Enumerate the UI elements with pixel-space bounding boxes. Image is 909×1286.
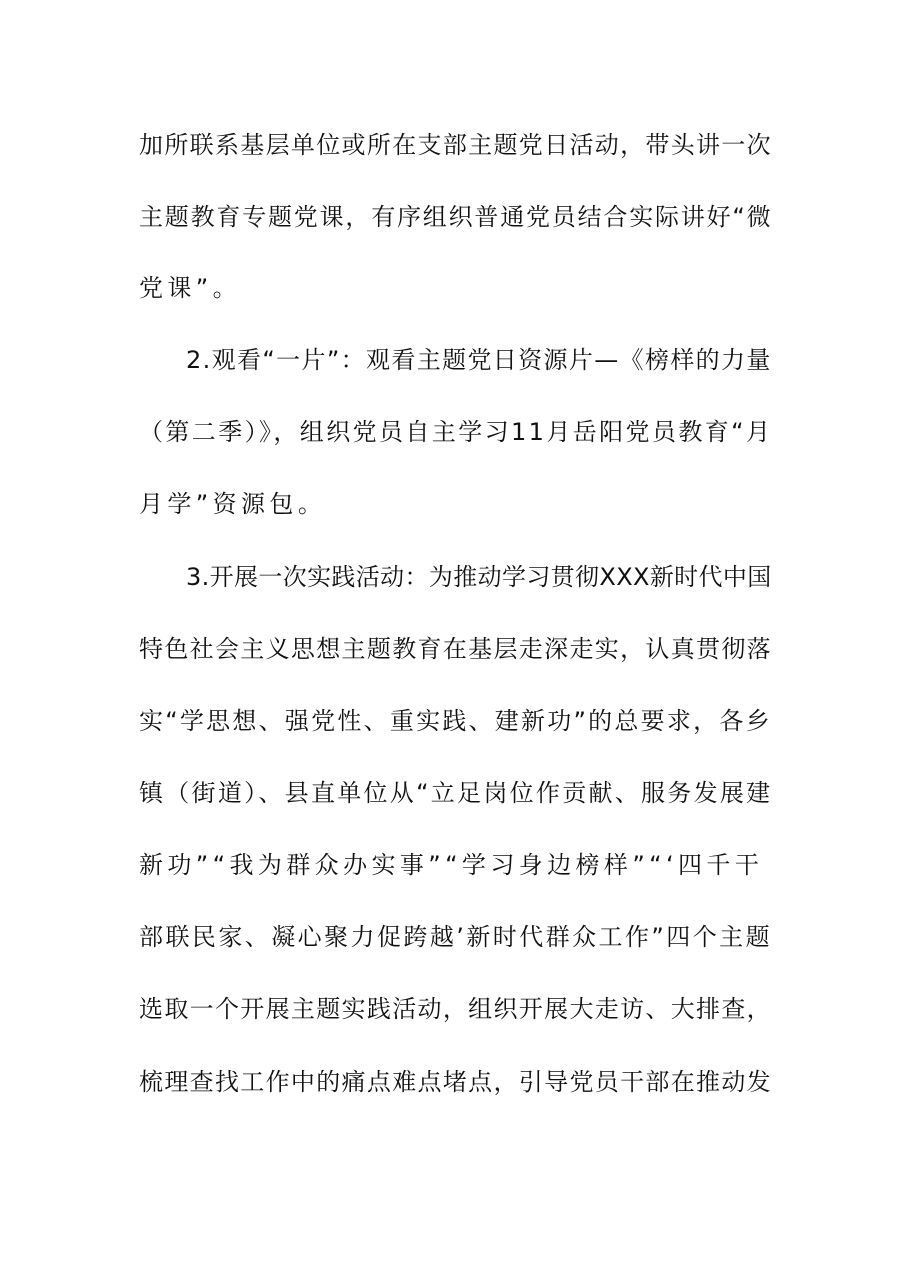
text-line-1: 加所联系基层单位或所在支部主题党日活动，带头讲一次	[139, 131, 772, 159]
text-line-4: 2.观看“一片”：观看主题党日资源片—《榜样的力量	[186, 346, 772, 374]
text-line-12: 部联民家、凝心聚力促跨越’新时代群众工作”四个主题	[139, 923, 773, 951]
text-line-5: （第二季）》，组织党员自主学习11月岳阳党员教育“月	[139, 418, 773, 446]
text-line-2: 主题教育专题党课，有序组织普通党员结合实际讲好“微	[139, 203, 773, 231]
text-line-10: 镇（街道）、县直单位从“立足岗位作贡献、服务发展建	[139, 779, 773, 807]
text-line-3: 党课”。	[139, 274, 242, 302]
text-line-14: 梳理查找工作中的痛点难点堵点，引导党员干部在推动发	[139, 1068, 772, 1096]
text-line-11: 新功”“我为群众办实事”“学习身边榜样”“‘四千干	[139, 851, 764, 879]
text-line-9: 实“学思想、强党性、重实践、建新功”的总要求，各乡	[139, 707, 772, 735]
text-line-8: 特色社会主义思想主题教育在基层走深走实，认真贯彻落	[139, 635, 772, 663]
text-line-6: 月学”资源包。	[139, 490, 327, 518]
text-line-13: 选取一个开展主题实践活动，组织开展大走访、大排查，	[139, 995, 772, 1023]
text-line-7: 3.开展一次实践活动：为推动学习贯彻XXX新时代中国	[186, 563, 772, 591]
